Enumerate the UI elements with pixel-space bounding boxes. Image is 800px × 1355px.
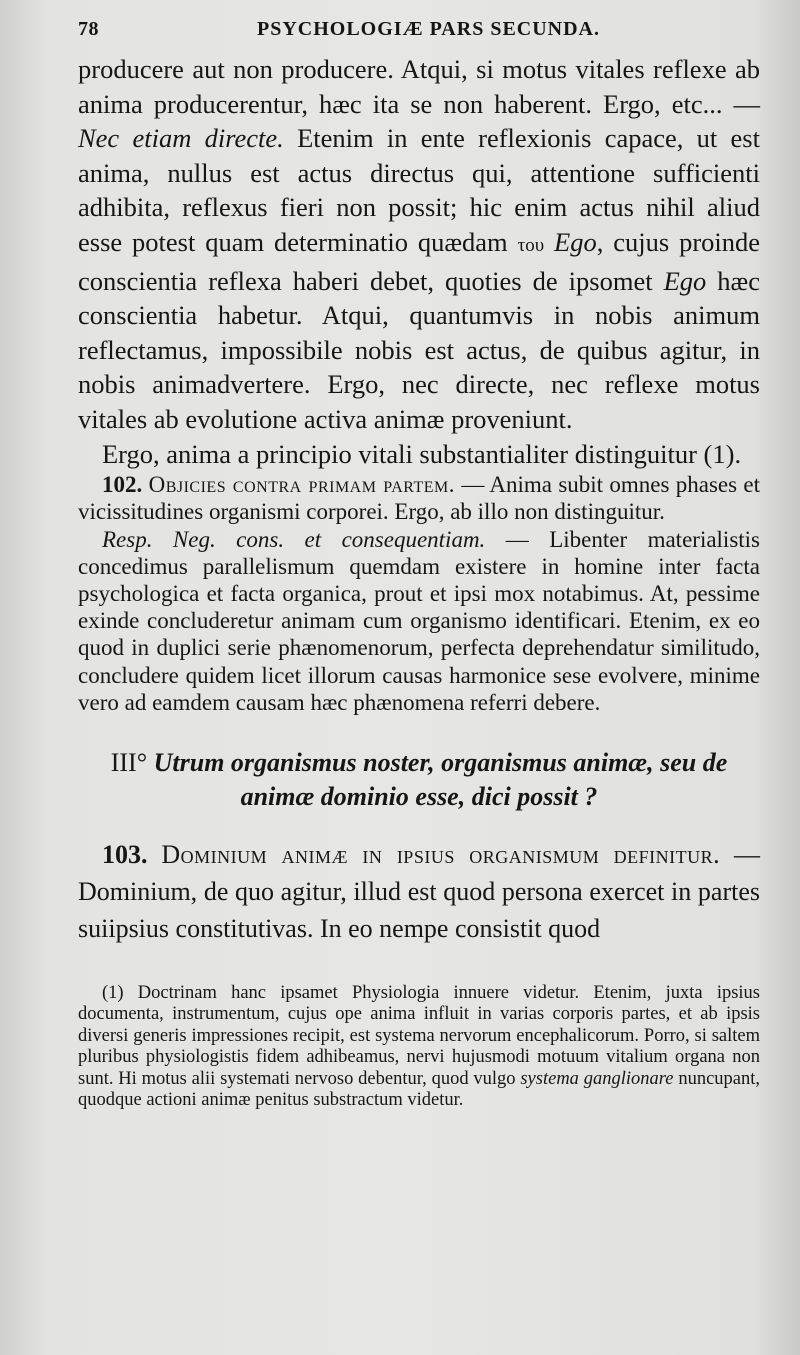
paragraph-continuation — [78, 52, 760, 437]
section-title-part: , dici possit ? — [458, 781, 598, 811]
section-title-part: Utrum organismus noster — [147, 747, 429, 777]
italic-phrase: Nec etiam directe. — [78, 123, 284, 154]
section-heading — [78, 746, 760, 814]
text-run: hæc conscientia habetur. Atqui, quantumvis in nobis animum reflectamus, impossibile nobis est actus, de quibus agitur, in nobis animadvertere. Ergo, nec directe, nec reflexe motus vitales ab evolutione activa animæ proveniunt. — [78, 265, 760, 434]
objection-section — [78, 471, 760, 716]
paragraph-102 — [78, 471, 760, 525]
paragraph-heading: Dominium animæ in ipsius organismum definitur. — [161, 839, 721, 869]
text-run: — Anima subit omnes phases et vicissitudines organismi corporei. Ergo, ab illo non distinguitur. — [78, 472, 761, 525]
text-run: Etenim in ente reflexionis capace, ut est anima, nullus est actus directus qui, attentione sufficienti adhibita, reflexus fieri non possit; hic enim actus nihil aliud esse potest quam determinatio quædam — [78, 123, 760, 257]
paragraph-conclusion: Ergo, anima a principio vitali substantialiter distinguitur (1). — [102, 438, 742, 469]
text-run: Doctrinam hanc ipsamet Physiologia innuere videtur. Etenim, juxta ipsius documenta, instrumentum, cujus ope anima influit in varias corporis partes, et ab ipsis diversi generis impressiones recipit, est systema nervorum encephalicorum. Porro, si saltem pluribus physiologistis fidem adhibeamus, nervi hujusmodi motuum vitalium organa non sunt. Hi motus alii systemati nervoso debentur, quod vulgo — [78, 982, 760, 1089]
italic-phrase: Ego — [544, 226, 597, 257]
italic-phrase: Ego — [663, 265, 707, 296]
section-title-part: , organismus animæ, seu de animæ dominio esse — [240, 747, 728, 811]
main-text — [78, 52, 760, 471]
paragraph-103-block — [78, 836, 760, 947]
response-paragraph — [78, 526, 760, 716]
section-numeral: III° — [110, 747, 148, 777]
paragraph-heading: Objicies contra primam partem. — [148, 472, 455, 498]
paragraph-number: 103. — [102, 839, 148, 869]
text-run: — Libenter materialistis concedimus parallelismum quemdam existere in homine inter facta psychologica et facta organica, prout et ipsi mox notabimus. At, pessime exinde concluderetur animam cum organismo identificari. Etenim, ex eo quod in duplici serie phænomenorum, perfecta deprehendatur similitudo, concludere quidem licet illorum causas harmonice sese evolvere, minime vero ad eamdem causam hæc phænomena referri debere. — [78, 526, 761, 715]
paragraph-number: 102. — [102, 472, 143, 498]
footnote-marker: (1) — [102, 982, 124, 1003]
response-label: Resp. Neg. cons. et consequentiam. — [102, 526, 486, 552]
italic-phrase: systema ganglionare — [520, 1068, 674, 1089]
greek-article: του — [517, 234, 545, 256]
running-title: PSYCHOLOGIÆ PARS SECUNDA. — [257, 18, 600, 40]
running-head — [78, 18, 760, 52]
paragraph-103 — [78, 836, 760, 947]
page-number: 78 — [78, 18, 99, 40]
footnote — [78, 983, 760, 1112]
text-run: , cujus proinde conscientia reflexa haberi debet, quoties de ipsomet — [78, 226, 761, 296]
text-run: — Dominium, de quo agitur, illud est quod persona exercet in partes suiipsius constitutivas. In eo nempe consistit quod — [78, 839, 761, 943]
text-run: nuncupant, quodque actioni animæ penitus substractum videtur. — [78, 1068, 761, 1111]
text-run: producere aut non producere. Atqui, si motus vitales reflexe ab anima producerentur, hæc ita se non haberent. Ergo, etc... — — [78, 54, 760, 119]
